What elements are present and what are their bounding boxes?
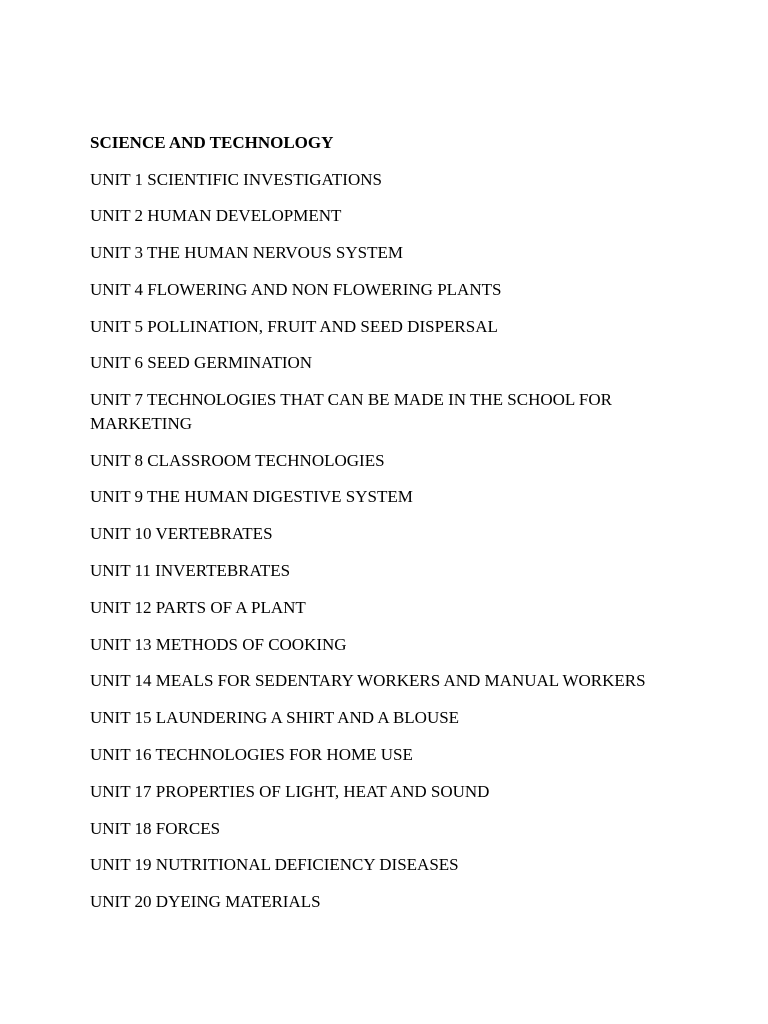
- unit-item: UNIT 3 THE HUMAN NERVOUS SYSTEM: [90, 243, 403, 263]
- unit-item: UNIT 12 PARTS OF A PLANT: [90, 597, 306, 617]
- unit-item: UNIT 10 VERTEBRATES: [90, 524, 273, 544]
- unit-item: UNIT 4 FLOWERING AND NON FLOWERING PLANTS: [90, 279, 502, 299]
- unit-item: UNIT 17 PROPERTIES OF LIGHT, HEAT AND SOUND: [90, 781, 490, 801]
- unit-item: UNIT 5 POLLINATION, FRUIT AND SEED DISPERSAL: [90, 316, 498, 336]
- unit-item: UNIT 1 SCIENTIFIC INVESTIGATIONS: [90, 169, 382, 189]
- unit-list: [90, 168, 690, 914]
- unit-item: UNIT 6 SEED GERMINATION: [90, 353, 313, 373]
- unit-item: UNIT 13 METHODS OF COOKING: [90, 634, 347, 654]
- document-heading: SCIENCE AND TECHNOLOGY: [90, 133, 334, 152]
- unit-item: UNIT 9 THE HUMAN DIGESTIVE SYSTEM: [90, 487, 413, 507]
- unit-item: UNIT 16 TECHNOLOGIES FOR HOME USE: [90, 744, 413, 764]
- unit-item: UNIT 19 NUTRITIONAL DEFICIENCY DISEASES: [90, 855, 459, 875]
- unit-item: UNIT 2 HUMAN DEVELOPMENT: [90, 206, 342, 226]
- document-body: [90, 131, 690, 927]
- unit-item: UNIT 18 FORCES: [90, 818, 221, 838]
- unit-item: UNIT 7 TECHNOLOGIES THAT CAN BE MADE IN THE SCHOOL FOR MARKETING: [90, 390, 612, 433]
- unit-item: UNIT 14 MEALS FOR SEDENTARY WORKERS AND MANUAL WORKERS: [90, 671, 646, 691]
- unit-item: UNIT 15 LAUNDERING A SHIRT AND A BLOUSE: [90, 708, 460, 728]
- unit-item: UNIT 11 INVERTEBRATES: [90, 560, 291, 580]
- unit-item: UNIT 20 DYEING MATERIALS: [90, 892, 321, 912]
- unit-item: UNIT 8 CLASSROOM TECHNOLOGIES: [90, 450, 385, 470]
